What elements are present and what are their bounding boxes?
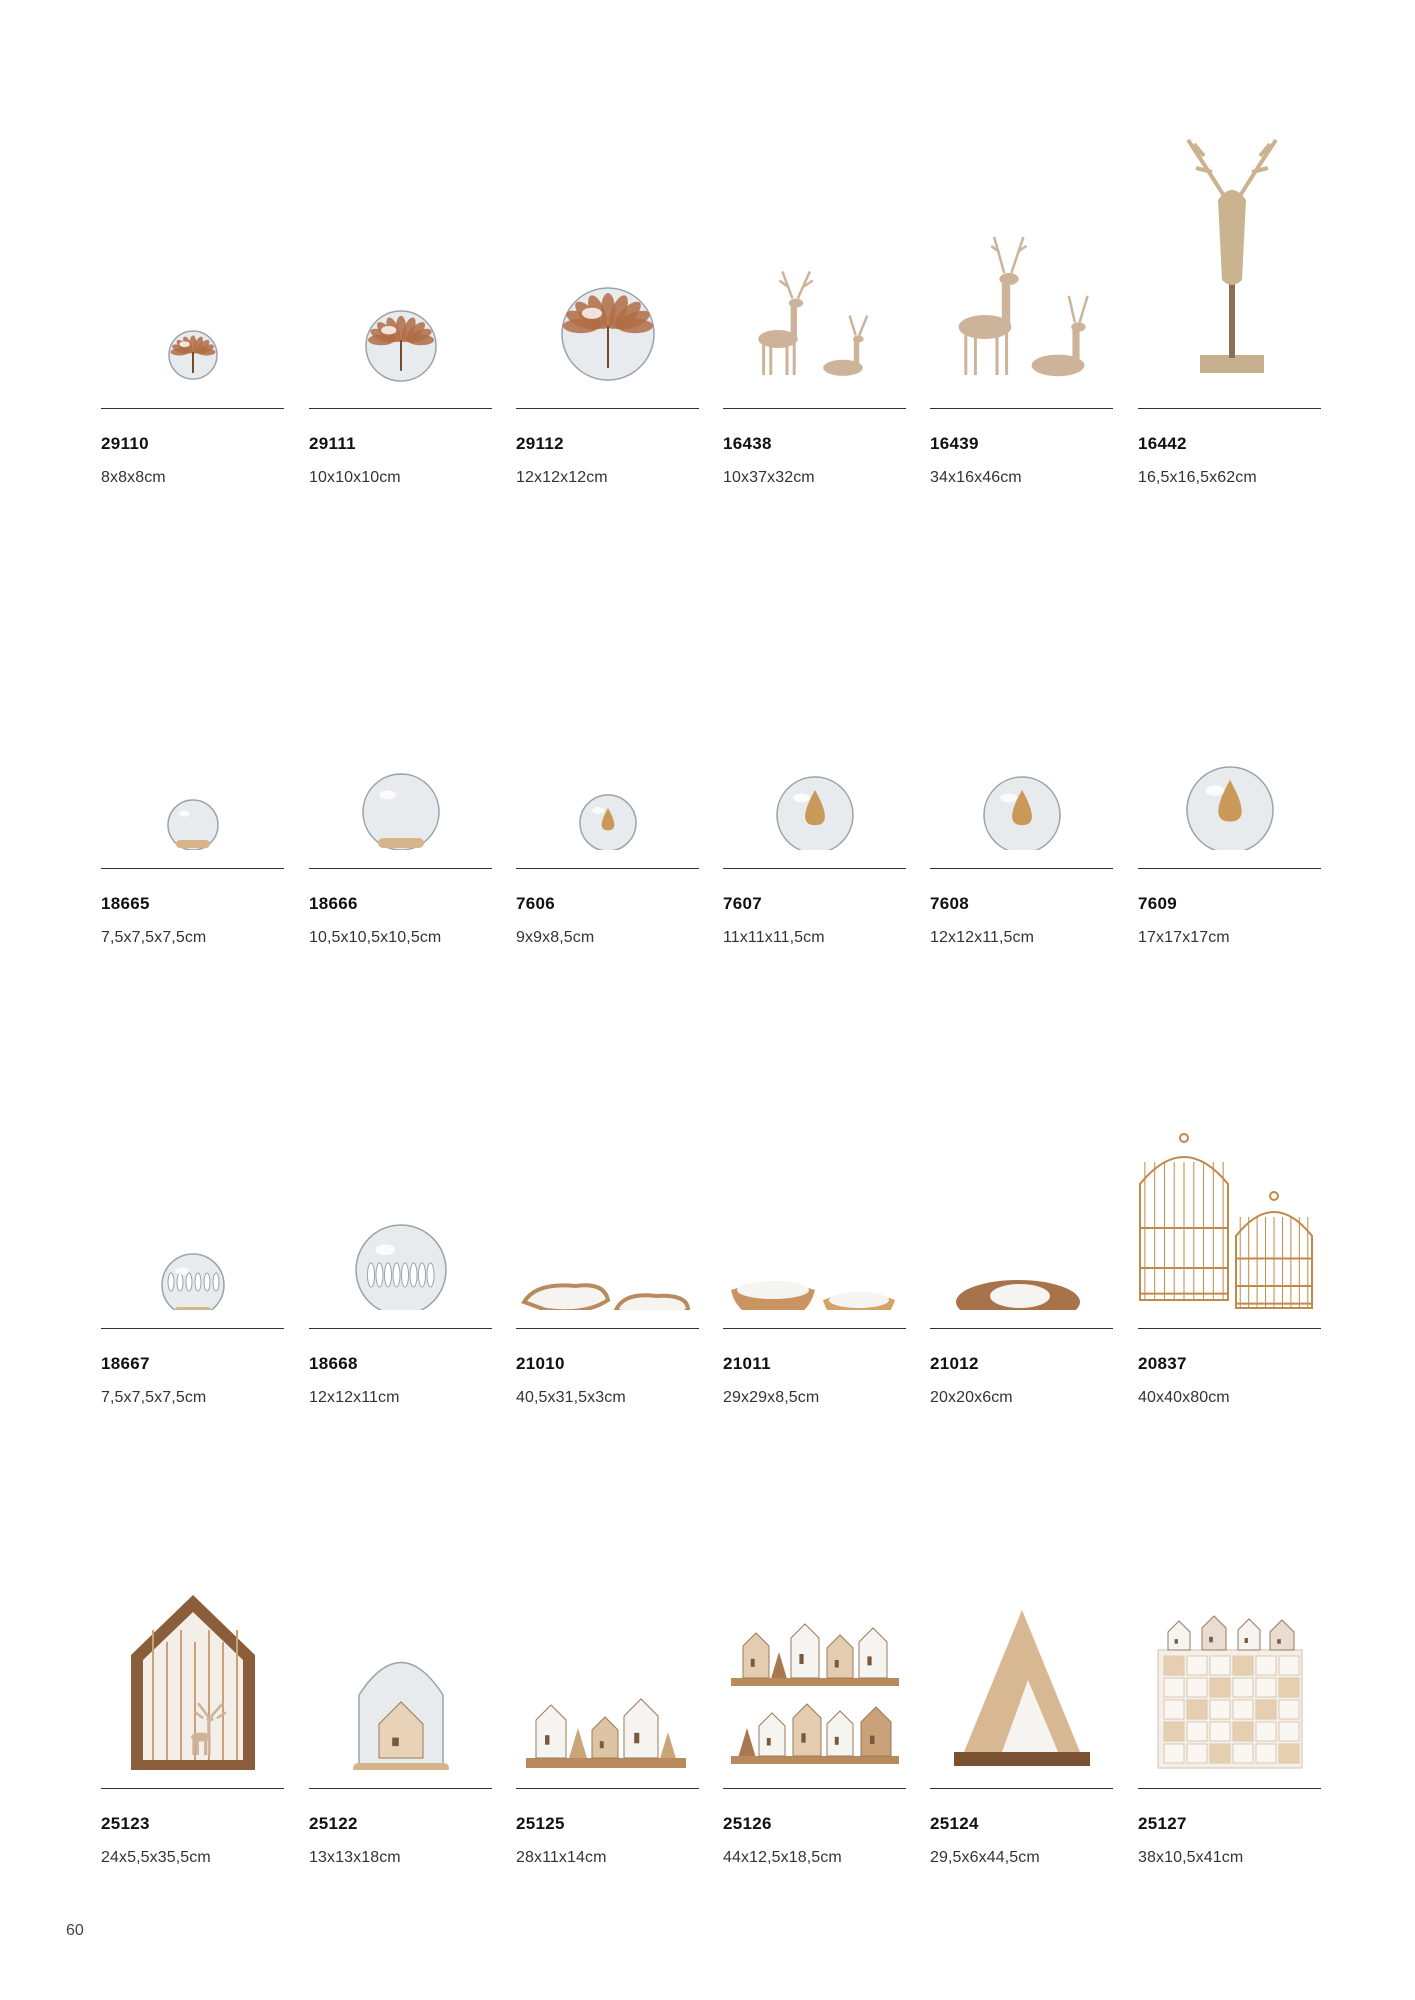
product-image <box>101 1020 284 1310</box>
product-dimensions: 10x37x32cm <box>723 469 815 486</box>
product-code: 18665 <box>101 894 150 913</box>
product-dimensions: 29x29x8,5cm <box>723 1389 820 1406</box>
small-glass-ball-on-wood-base-image <box>101 560 284 850</box>
product-dimensions: 16,5x16,5x62cm <box>1138 469 1257 486</box>
product-code: 21011 <box>723 1354 771 1373</box>
product-divider <box>516 1788 699 1789</box>
product-code: 7607 <box>723 894 763 913</box>
product-image <box>101 100 284 390</box>
product-dimensions: 44x12,5x18,5cm <box>723 1849 842 1866</box>
gold-birdcages-pair-image <box>1138 1020 1321 1310</box>
product-image <box>516 560 699 850</box>
product-divider <box>309 1788 492 1789</box>
product-dimensions: 7,5x7,5x7,5cm <box>101 929 207 946</box>
product-divider <box>101 868 284 869</box>
glass-ball-gold-tree-image <box>930 560 1113 850</box>
product-image <box>309 100 492 390</box>
product-dimensions: 10,5x10,5x10,5cm <box>309 929 442 946</box>
product-dimensions: 12x12x11,5cm <box>930 929 1035 946</box>
product-divider <box>1138 1788 1321 1789</box>
product-dimensions: 40,5x31,5x3cm <box>516 1389 626 1406</box>
product-dimensions: 17x17x17cm <box>1138 929 1230 946</box>
large-glass-sphere-with-dried-flower-image <box>516 100 699 390</box>
page-number: 60 <box>66 1922 84 1939</box>
product-divider <box>516 408 699 409</box>
product-code: 29111 <box>309 434 356 453</box>
product-divider <box>723 868 906 869</box>
product-divider <box>930 408 1113 409</box>
product-divider <box>1138 868 1321 869</box>
product-dimensions: 40x40x80cm <box>1138 1389 1230 1406</box>
medium-glass-sphere-with-dried-flower-image <box>309 100 492 390</box>
product-code: 20837 <box>1138 1354 1187 1373</box>
product-code: 18666 <box>309 894 358 913</box>
product-dimensions: 8x8x8cm <box>101 469 166 486</box>
product-code: 25125 <box>516 1814 565 1833</box>
glass-ball-gold-tree-image <box>723 560 906 850</box>
product-divider <box>1138 408 1321 409</box>
large-glass-ball-gold-tree-image <box>1138 560 1321 850</box>
product-code: 25122 <box>309 1814 358 1833</box>
product-code: 7609 <box>1138 894 1178 913</box>
wooden-christmas-tree-image <box>930 1480 1113 1770</box>
product-image <box>101 560 284 850</box>
product-image <box>309 1020 492 1310</box>
product-dimensions: 38x10,5x41cm <box>1138 1849 1244 1866</box>
product-divider <box>930 1788 1113 1789</box>
wood-bowl-with-shell-image <box>930 1020 1113 1310</box>
product-code: 25127 <box>1138 1814 1187 1833</box>
product-dimensions: 28x11x14cm <box>516 1849 607 1866</box>
product-code: 25124 <box>930 1814 979 1833</box>
product-image <box>516 1480 699 1770</box>
product-code: 25126 <box>723 1814 772 1833</box>
product-divider <box>516 1328 699 1329</box>
large-deer-figurines-pair-image <box>930 100 1113 390</box>
product-image <box>1138 560 1321 850</box>
large-glass-ball-bubbles-image <box>309 1020 492 1310</box>
product-divider <box>930 868 1113 869</box>
product-divider <box>930 1328 1113 1329</box>
product-code: 7608 <box>930 894 970 913</box>
product-code: 21010 <box>516 1354 565 1373</box>
product-dimensions: 24x5,5x35,5cm <box>101 1849 211 1866</box>
product-code: 29112 <box>516 434 564 453</box>
small-deer-figurines-pair-image <box>723 100 906 390</box>
product-divider <box>309 1328 492 1329</box>
product-image <box>309 1480 492 1770</box>
small-glass-sphere-with-dried-flower-image <box>101 100 284 390</box>
advent-calendar-house-image <box>1138 1480 1321 1770</box>
product-divider <box>101 408 284 409</box>
product-image <box>723 1020 906 1310</box>
wood-slice-trays-image <box>516 1020 699 1310</box>
house-under-glass-dome-image <box>309 1480 492 1770</box>
product-divider <box>101 1328 284 1329</box>
product-code: 7606 <box>516 894 556 913</box>
product-code: 25123 <box>101 1814 150 1833</box>
product-image <box>723 100 906 390</box>
product-image <box>723 560 906 850</box>
product-code: 16442 <box>1138 434 1187 453</box>
product-dimensions: 34x16x46cm <box>930 469 1022 486</box>
wooden-village-scene-image <box>516 1480 699 1770</box>
product-divider <box>309 868 492 869</box>
product-divider <box>1138 1328 1321 1329</box>
product-image <box>930 560 1113 850</box>
product-image <box>723 1480 906 1770</box>
product-divider <box>101 1788 284 1789</box>
product-image <box>516 1020 699 1310</box>
product-dimensions: 11x11x11,5cm <box>723 929 825 946</box>
product-image <box>930 100 1113 390</box>
product-code: 21012 <box>930 1354 979 1373</box>
product-code: 18668 <box>309 1354 358 1373</box>
product-image <box>516 100 699 390</box>
product-dimensions: 29,5x6x44,5cm <box>930 1849 1040 1866</box>
product-code: 16438 <box>723 434 772 453</box>
deer-head-bust-on-stand-image <box>1138 100 1321 390</box>
product-code: 16439 <box>930 434 979 453</box>
product-dimensions: 10x10x10cm <box>309 469 401 486</box>
glass-ball-bubbles-wood-base-image <box>101 1020 284 1310</box>
product-image <box>1138 1480 1321 1770</box>
product-divider <box>723 1328 906 1329</box>
product-divider <box>723 408 906 409</box>
product-dimensions: 20x20x6cm <box>930 1389 1013 1406</box>
product-image <box>309 560 492 850</box>
product-image <box>1138 1020 1321 1310</box>
wooden-village-scenes-pair-image <box>723 1480 906 1770</box>
product-code: 29110 <box>101 434 149 453</box>
product-dimensions: 12x12x12cm <box>516 469 608 486</box>
product-dimensions: 12x12x11cm <box>309 1389 400 1406</box>
wood-bowls-pair-image <box>723 1020 906 1310</box>
product-dimensions: 9x9x8,5cm <box>516 929 595 946</box>
product-image <box>930 1020 1113 1310</box>
product-code: 18667 <box>101 1354 150 1373</box>
small-glass-ball-gold-tree-image <box>516 560 699 850</box>
product-dimensions: 13x13x18cm <box>309 1849 401 1866</box>
product-image <box>930 1480 1113 1770</box>
product-divider <box>516 868 699 869</box>
product-dimensions: 7,5x7,5x7,5cm <box>101 1389 207 1406</box>
product-divider <box>723 1788 906 1789</box>
glass-ball-on-wood-base-image <box>309 560 492 850</box>
wooden-house-forest-scene-image <box>101 1480 284 1770</box>
product-image <box>1138 100 1321 390</box>
product-divider <box>309 408 492 409</box>
product-image <box>101 1480 284 1770</box>
